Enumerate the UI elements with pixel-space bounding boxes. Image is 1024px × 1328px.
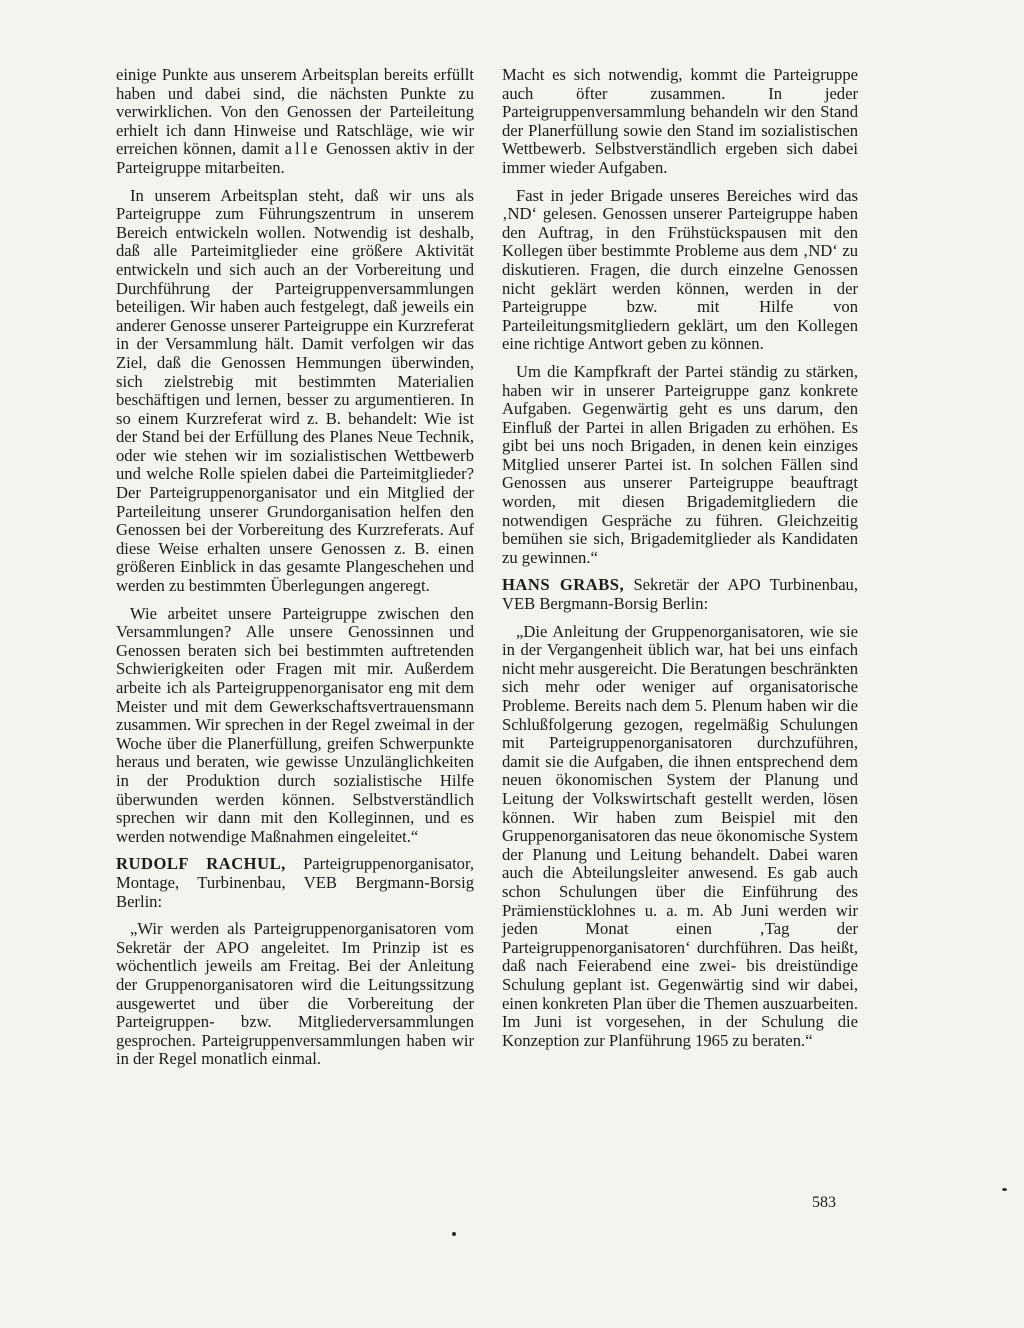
paragraph: In unserem Arbeitsplan steht, daß wir uns als Parteigruppe zum Führungszentrum in unserem Bereich entwickeln wollen. Notwendig ist deshalb, daß alle Parteimitglieder eine größere Aktivität entwickeln und sich auch an der Vorbereitung und Durchführung der Parteigruppenversammlungen beteiligen. Wir haben auch festgelegt, daß jeweils ein anderer Genosse unserer Parteigruppe ein Kurzreferat in der Versammlung hält. Damit verfolgen wir das Ziel, daß die Genossen Hemmungen überwinden, sich zielstrebig mit bestimmten Materialien beschäftigen und lernen, besser zu argumentieren. In so einem Kurzreferat wird z. B. behandelt: Wie ist der Stand bei der Erfüllung des Planes Neue Technik, oder wie stehen wir im sozialistischen Wettbewerb und welche Rolle spielen dabei die Parteimitglieder? Der Parteigruppenorganisator und ein Mitglied der Parteileitung unserer Grundorganisation helfen den Genossen bei der Vorbereitung des Kurzreferats. Auf diese Weise erhalten unsere Genossen z. B. einen größeren Einblick in das gesamte Plangeschehen und werden zu bestimmten Überlegungen angeregt. (116, 185, 474, 596)
emphasized-word: alle (284, 139, 321, 159)
paragraph (116, 66, 474, 178)
paragraph-text: Genossen aktiv in der Parteigruppe mitarbeiten. (116, 139, 474, 177)
scan-speck (452, 1232, 456, 1236)
left-column (116, 66, 474, 1069)
speaker-role: Sekretär der APO Turbinenbau, VEB Bergmann-Borsig Berlin: (502, 575, 859, 614)
speaker-name: RUDOLF RACHUL, (116, 854, 286, 874)
page-number: 583 (812, 1194, 836, 1211)
speaker-intro (502, 576, 858, 613)
speaker-intro (116, 855, 474, 911)
scan-speck (1002, 1188, 1007, 1191)
right-column (502, 66, 858, 1050)
paragraph-text: einige Punkte aus unserem Arbeitsplan bereits erfüllt haben und dabei sind, die nächsten Punkte zu verwirklichen. Von den Genossen der Parteileitung erhielt ich dann Hinweise und Ratschläge, wie wir erreichen können, damit (116, 65, 474, 159)
paragraph: „Die Anleitung der Gruppenorganisatoren, wie sie in der Vergangenheit üblich war, hat bei uns einfach nicht mehr ausgereicht. Die Beratungen beschränkten sich mehr oder weniger auf organisatorische Probleme. Bereits nach dem 5. Plenum haben wir die Schlußfolgerung gezogen, regelmäßig Schulungen mit Parteigruppenorganisatoren durchzuführen, damit sie die Aufgaben, die ihnen entsprechend dem neuen ökonomischen System der Planung und Leitung der Volkswirtschaft gestellt werden, lösen können. Wir haben zum Beispiel mit den Gruppenorganisatoren das neue ökonomische System der Planung und Leitung behandelt. Dabei waren auch die Abteilungsleiter anwesend. Es gab auch schon Schulungen über die Einführung des Prämienstücklohnes u. a. m. Ab Juni werden wir jeden Monat einen ‚Tag der Parteigruppenorganisatoren‘ durchführen. Das heißt, daß nach Feierabend eine zwei- bis dreistündige Schulung geplant ist. Gegenwärtig sind wir dabei, einen konkreten Plan über die Themen auszuarbeiten. Im Juni ist vorgesehen, in der Schulung die Konzeption zur Planführung 1965 zu beraten.“ (502, 621, 858, 1050)
paragraph: „Wir werden als Parteigruppenorganisatoren vom Sekretär der APO angeleitet. Im Prinzip ist es wöchentlich jeweils am Freitag. Bei der Anleitung der Gruppenorganisatoren wird die Leitungssitzung ausgewertet und über die Vorbereitung der Parteigruppen- bzw. Mitgliederversammlungen gesprochen. Parteigruppenversammlungen haben wir in der Regel monatlich einmal. (116, 919, 474, 1069)
speaker-name: HANS GRABS, (502, 575, 625, 595)
paragraph: Macht es sich notwendig, kommt die Parteigruppe auch öfter zusammen. In jeder Parteigruppenversammlung behandeln wir den Stand der Planerfüllung sowie den Stand im sozialistischen Wettbewerb. Selbstverständlich ergeben sich dabei immer wieder Aufgaben. (502, 65, 858, 177)
paragraph: Fast in jeder Brigade unseres Bereiches wird das ‚ND‘ gelesen. Genossen unserer Parteigruppe haben den Auftrag, in den Frühstückspausen mit den Kollegen über bestimmte Probleme aus dem ‚ND‘ zu diskutieren. Fragen, die durch einzelne Genossen nicht geklärt werden können, werden in der Parteigruppe bzw. mit Hilfe von Parteileitungsmitgliedern geklärt, um den Kollegen eine richtige Antwort geben zu können. (502, 185, 858, 354)
paragraph: Um die Kampfkraft der Partei ständig zu stärken, haben wir in unserer Parteigruppe ganz konkrete Aufgaben. Gegenwärtig geht es uns darum, den Einfluß der Partei in allen Brigaden zu erhöhen. Es gibt bei uns noch Brigaden, in denen kein einziges Mitglied unserer Partei ist. In solchen Fällen sind Genossen aus unserer Parteigruppe beauftragt worden, mit diesen Brigademitgliedern die notwendigen Gespräche zu führen. Gleichzeitig bemühen sie sich, Brigademitglieder als Kandidaten zu gewinnen.“ (502, 361, 858, 567)
speaker-role: Parteigruppenorganisator, Montage, Turbinenbau, VEB Bergmann-Borsig Berlin: (116, 854, 474, 911)
paragraph: Wie arbeitet unsere Parteigruppe zwischen den Versammlungen? Alle unsere Genossinnen und Genossen beraten sich bei bestimmten auftretenden Schwierigkeiten oder Fragen mit mir. Außerdem arbeite ich als Parteigruppenorganisator eng mit dem Meister und mit dem Gewerkschaftsvertrauensmann zusammen. Wir sprechen in der Regel zweimal in der Woche über die Planerfüllung, greifen Schwerpunkte heraus und beraten, wie gewisse Unzulänglichkeiten in der Produktion durch sozialistische Hilfe überwunden werden können. Selbstverständlich sprechen wir dann mit den Kolleginnen, und es werden notwendige Maßnahmen eingeleitet.“ (116, 603, 474, 846)
